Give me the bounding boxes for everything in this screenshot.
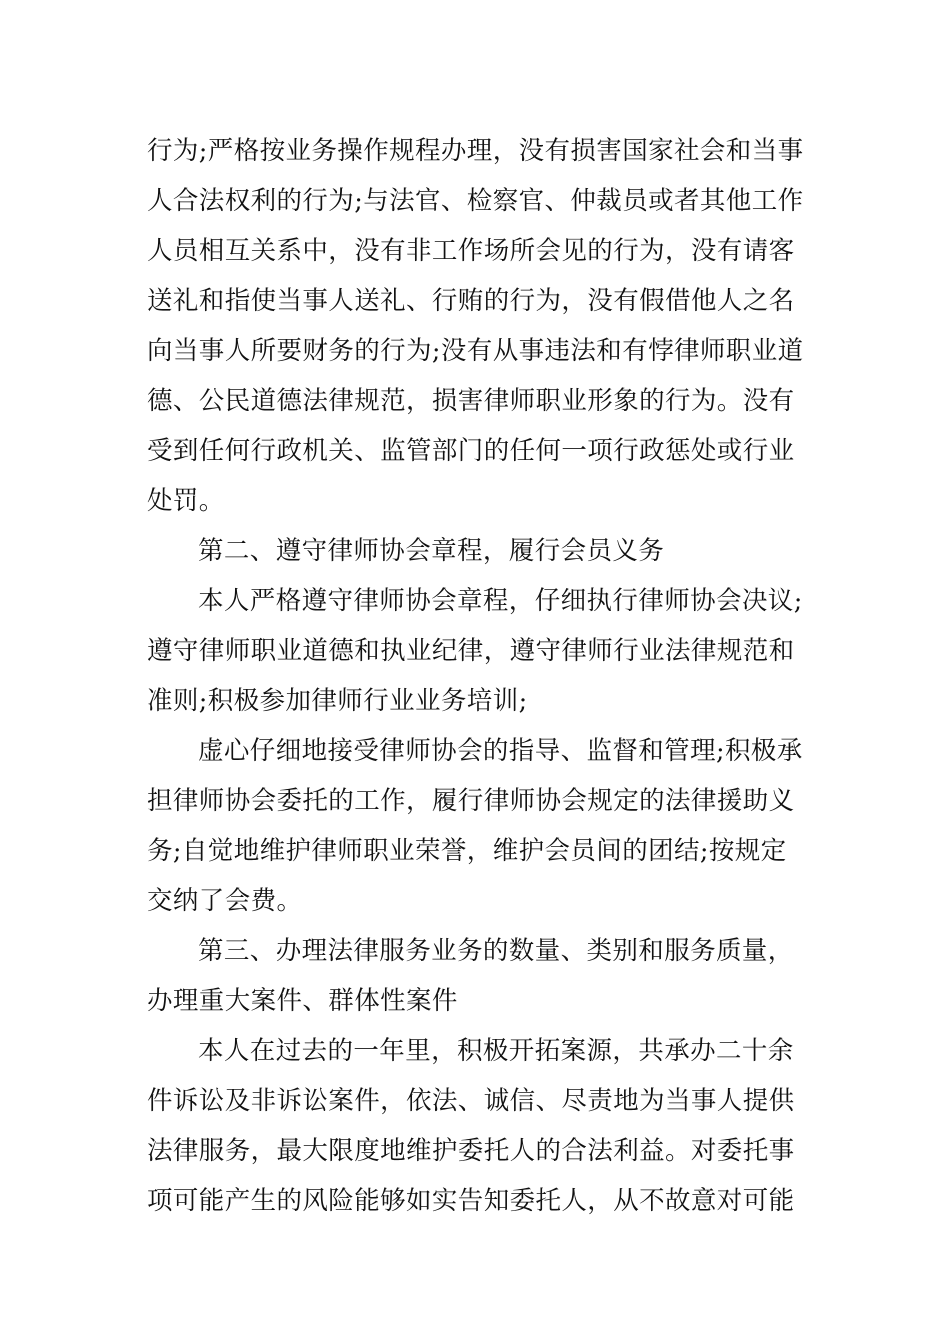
text-line: 德、公民道德法律规范，损害律师职业形象的行为。没有 (147, 386, 795, 416)
text-line: 向当事人所要财务的行为;没有从事违法和有悖律师职业道 (147, 336, 804, 366)
paragraph-start: 本人在过去的一年里，积极开拓案源，共承办二十余 (198, 1036, 794, 1066)
text-line: 行为;严格按业务操作规程办理，没有损害国家社会和当事 (147, 136, 804, 166)
text-line: 遵守律师职业道德和执业纪律，遵守律师行业法律规范和 (147, 636, 795, 666)
text-line: 准则;积极参加律师行业业务培训; (147, 686, 528, 716)
text-line: 务;自觉地维护律师职业荣誉，维护会员间的团结;按规定 (147, 836, 787, 866)
text-line: 人员相互关系中，没有非工作场所会见的行为，没有请客 (147, 236, 795, 266)
text-line: 人合法权利的行为;与法官、检察官、仲裁员或者其他工作 (147, 186, 804, 216)
text-line: 处罚。 (147, 486, 225, 516)
text-line: 担律师协会委托的工作，履行律师协会规定的法律援助义 (147, 786, 795, 816)
paragraph-start: 本人严格遵守律师协会章程，仔细执行律师协会决议; (198, 586, 803, 616)
text-line: 项可能产生的风险能够如实告知委托人，从不故意对可能 (147, 1186, 795, 1216)
text-line: 件诉讼及非诉讼案件，依法、诚信、尽责地为当事人提供 (147, 1086, 795, 1116)
text-line: 交纳了会费。 (147, 886, 303, 916)
text-line: 受到任何行政机关、监管部门的任何一项行政惩处或行业 (147, 436, 795, 466)
section-heading-3: 第三、办理法律服务业务的数量、类别和服务质量， (198, 936, 794, 966)
text-line: 法律服务，最大限度地维护委托人的合法利益。对委托事 (147, 1136, 795, 1166)
document-body (147, 126, 807, 1226)
section-heading-2: 第二、遵守律师协会章程，履行会员义务 (198, 536, 665, 566)
section-heading-3-continued: 办理重大案件、群体性案件 (147, 986, 458, 1016)
paragraph-start: 虚心仔细地接受律师协会的指导、监督和管理;积极承 (198, 736, 803, 766)
text-line: 送礼和指使当事人送礼、行贿的行为，没有假借他人之名 (147, 286, 795, 316)
